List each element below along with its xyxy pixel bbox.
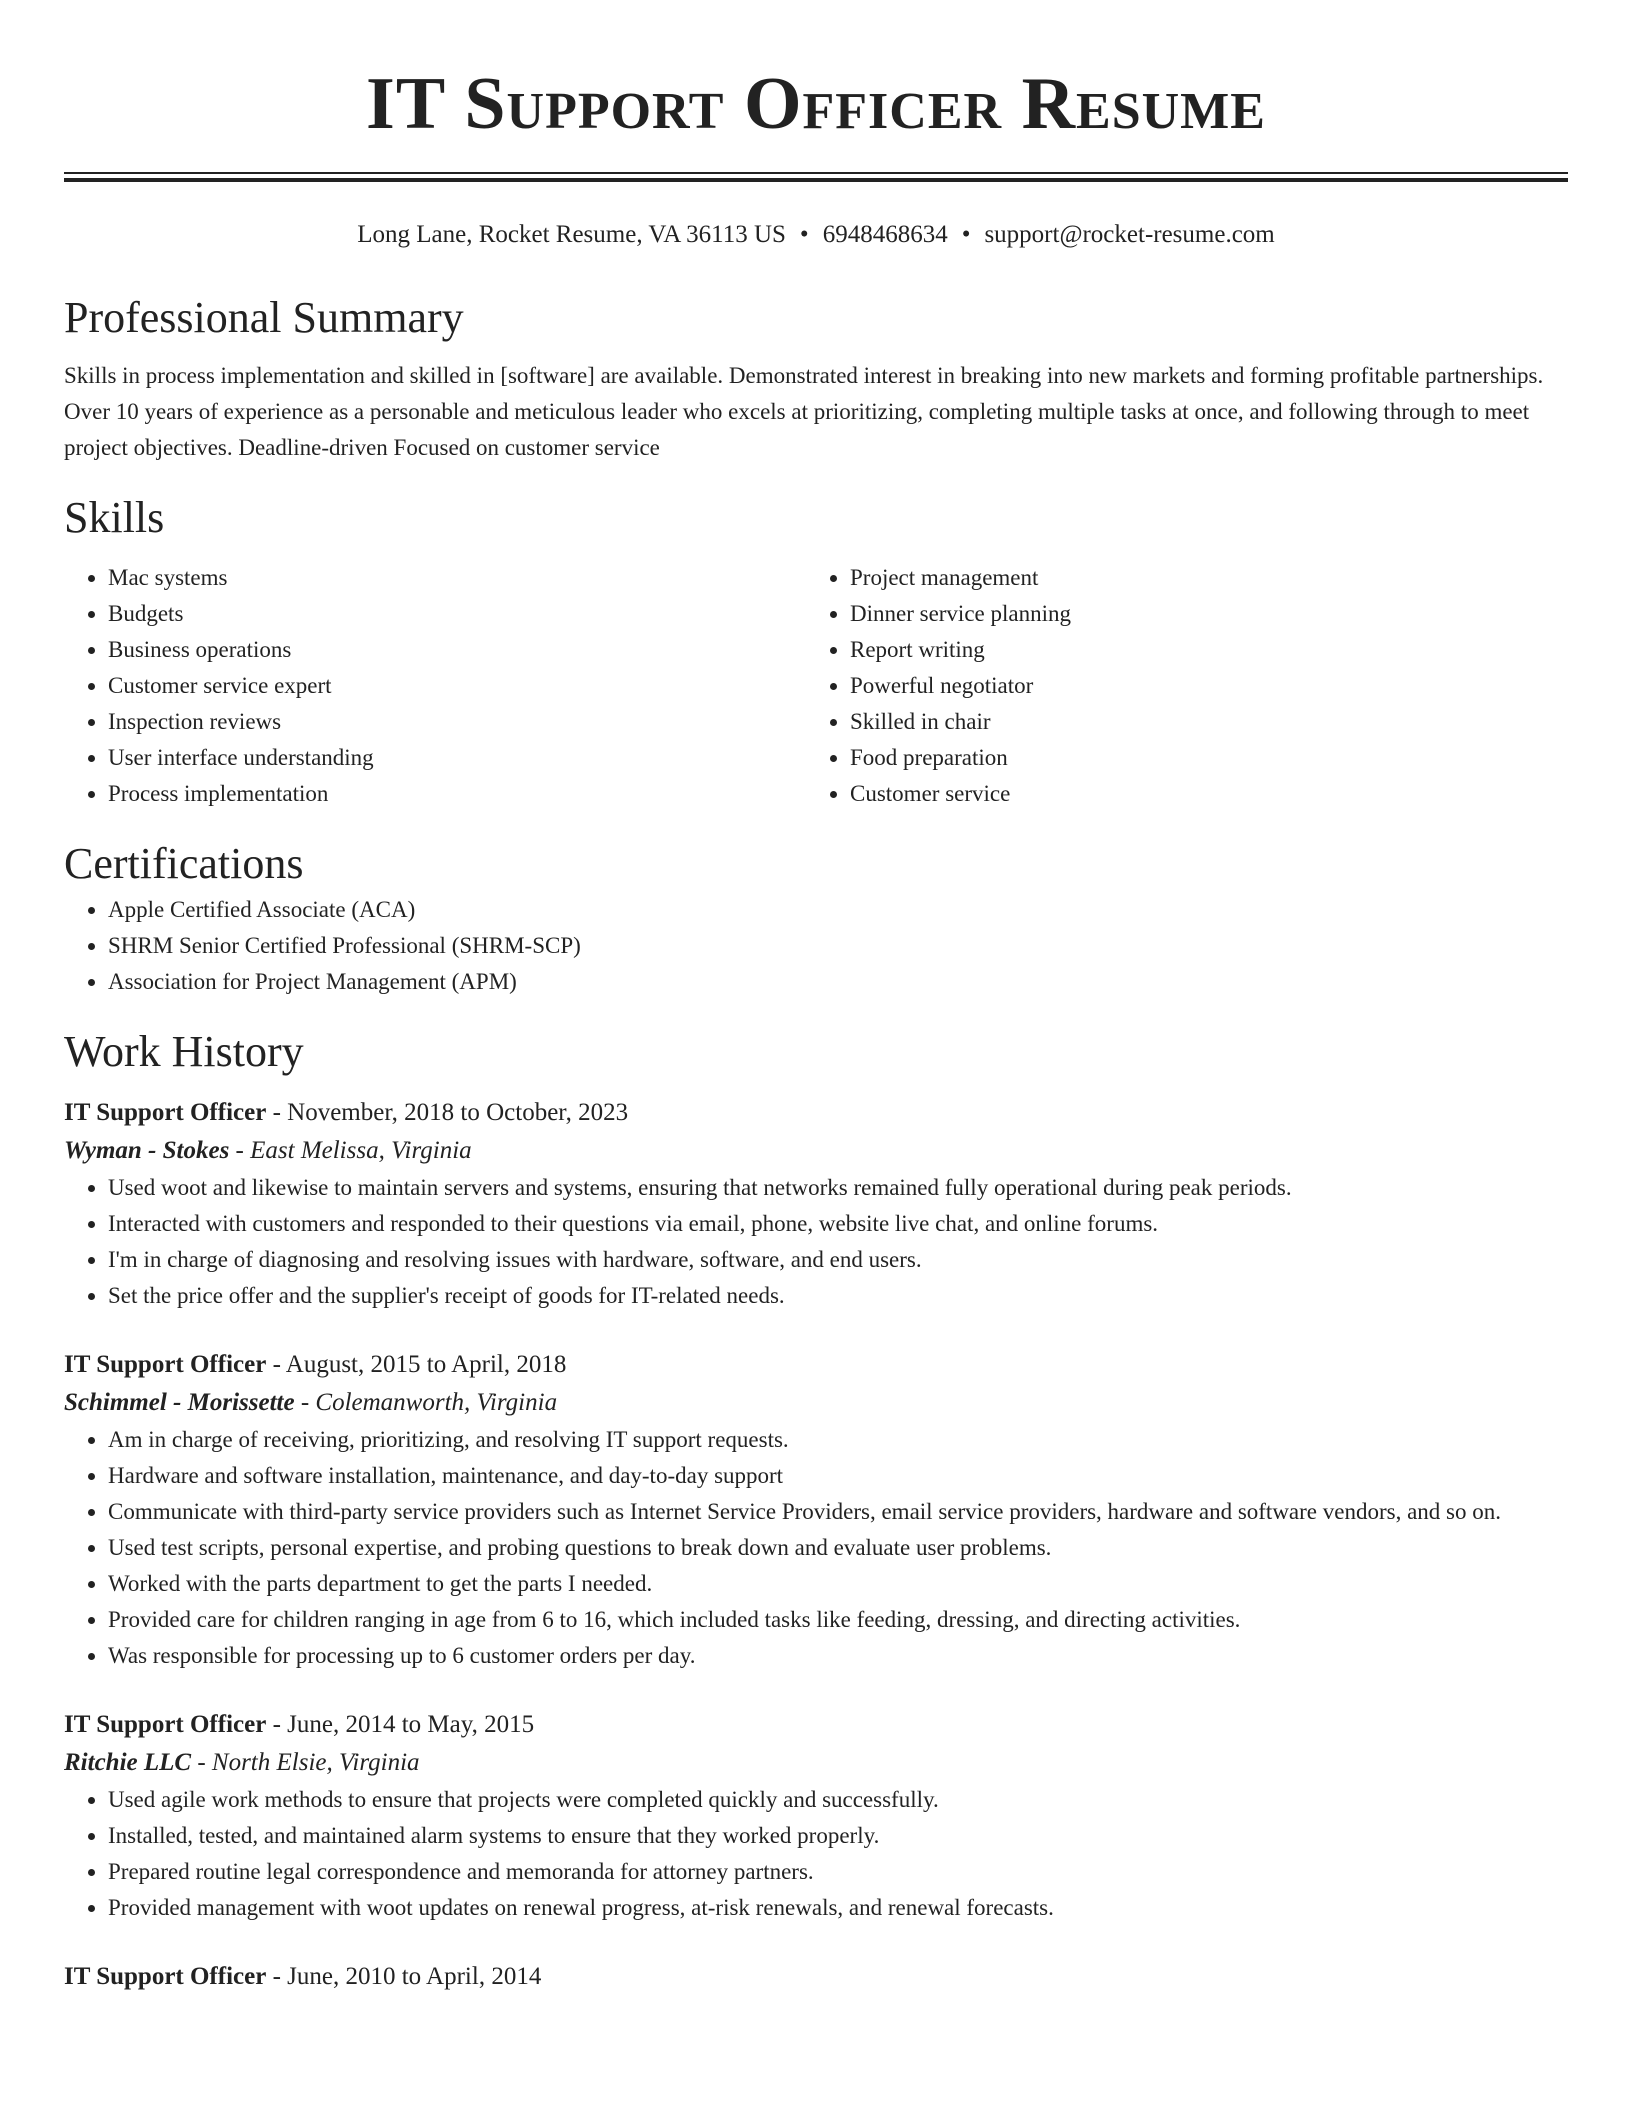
skills-grid bbox=[64, 560, 1568, 812]
job-bullet: • Provided care for children ranging in age from 6 to 16, which included tasks like feeding, dressing, and directing activities. bbox=[108, 1602, 1568, 1638]
job-bullet: • Installed, tested, and maintained alarm systems to ensure that they worked properly. bbox=[108, 1818, 1568, 1854]
job-entry bbox=[64, 1706, 1568, 1926]
job-company: Ritchie LLC bbox=[64, 1749, 192, 1776]
job-location: - North Elsie, Virginia bbox=[191, 1749, 420, 1776]
job-bullet: • Used woot and likewise to maintain servers and systems, ensuring that networks remained fully operational during peak periods. bbox=[108, 1170, 1568, 1206]
job-bullet: • Prepared routine legal correspondence and memoranda for attorney partners. bbox=[108, 1854, 1568, 1890]
job-entry bbox=[64, 1346, 1568, 1674]
skill-item: • Inspection reviews bbox=[108, 704, 806, 740]
job-bullet: • Am in charge of receiving, prioritizing, and resolving IT support requests. bbox=[108, 1422, 1568, 1458]
job-company-line bbox=[64, 1744, 1568, 1782]
job-title: IT Support Officer bbox=[64, 1711, 267, 1738]
job-bullet: • Hardware and software installation, maintenance, and day-to-day support bbox=[108, 1458, 1568, 1494]
certification-item: • Association for Project Management (APM) bbox=[108, 964, 1568, 1000]
job-entry bbox=[64, 1958, 1568, 1996]
job-bullet: • Was responsible for processing up to 6 customer orders per day. bbox=[108, 1638, 1568, 1674]
job-bullet: • Interacted with customers and responded to their questions via email, phone, website live chat, and online forums. bbox=[108, 1206, 1568, 1242]
job-dates: - June, 2010 to April, 2014 bbox=[266, 1963, 542, 1990]
skill-item: • Food preparation bbox=[850, 740, 1548, 776]
skill-item: • Project management bbox=[850, 560, 1548, 596]
certifications-list bbox=[64, 892, 1568, 1000]
job-title-line bbox=[64, 1958, 1568, 1996]
certification-item: • SHRM Senior Certified Professional (SHRM-SCP) bbox=[108, 928, 1568, 964]
job-location: - Colemanworth, Virginia bbox=[294, 1389, 558, 1416]
job-bullet: • I'm in charge of diagnosing and resolving issues with hardware, software, and end users. bbox=[108, 1242, 1568, 1278]
skills-list-left bbox=[64, 560, 806, 812]
job-title-line bbox=[64, 1094, 1568, 1132]
summary-text: Skills in process implementation and skilled in [software] are available. Demonstrated interest in breaking into new markets and forming profitable partnerships. Over 10 years of experience as a personable and meticulous leader who excels at prioritizing, completing multiple tasks at once, and following through to meet project objectives. Deadline-driven Focused on customer service bbox=[64, 363, 1544, 460]
skill-item: • Dinner service planning bbox=[850, 596, 1548, 632]
resume-title: IT Support Officer Resume bbox=[366, 63, 1266, 145]
skill-item: • Customer service bbox=[850, 776, 1548, 812]
skill-item: • Report writing bbox=[850, 632, 1548, 668]
job-title: IT Support Officer bbox=[64, 1963, 267, 1990]
contact-phone: 6948468634 bbox=[822, 221, 948, 248]
skill-item: • User interface understanding bbox=[108, 740, 806, 776]
job-company: Schimmel - Morissette bbox=[64, 1389, 295, 1416]
job-bullet-list bbox=[64, 1422, 1568, 1674]
job-bullet: • Worked with the parts department to get the parts I needed. bbox=[108, 1566, 1568, 1602]
skill-item: • Mac systems bbox=[108, 560, 806, 596]
job-title-line bbox=[64, 1706, 1568, 1744]
title-divider bbox=[64, 172, 1568, 182]
skill-item: • Skilled in chair bbox=[850, 704, 1548, 740]
job-title: IT Support Officer bbox=[64, 1099, 267, 1126]
job-bullet: • Used test scripts, personal expertise, and probing questions to break down and evaluate user problems. bbox=[108, 1530, 1568, 1566]
job-company-line bbox=[64, 1132, 1568, 1170]
skill-item: • Powerful negotiator bbox=[850, 668, 1548, 704]
job-location: - East Melissa, Virginia bbox=[229, 1137, 472, 1164]
skills-column-right bbox=[806, 560, 1548, 812]
job-bullet: • Used agile work methods to ensure that projects were completed quickly and successfully. bbox=[108, 1782, 1568, 1818]
job-dates: - November, 2018 to October, 2023 bbox=[266, 1099, 629, 1126]
contact-separator: • bbox=[961, 221, 971, 248]
job-bullet: • Set the price offer and the supplier's receipt of goods for IT-related needs. bbox=[108, 1278, 1568, 1314]
skill-item: • Budgets bbox=[108, 596, 806, 632]
job-dates: - June, 2014 to May, 2015 bbox=[266, 1711, 535, 1738]
skill-item: • Business operations bbox=[108, 632, 806, 668]
job-bullet: • Provided management with woot updates on renewal progress, at-risk renewals, and renewal forecasts. bbox=[108, 1890, 1568, 1926]
job-company-line bbox=[64, 1384, 1568, 1422]
certifications-heading: Certifications bbox=[64, 839, 304, 888]
job-bullet: • Communicate with third-party service providers such as Internet Service Providers, email service providers, hardware and software vendors, and so on. bbox=[108, 1494, 1568, 1530]
job-title-line bbox=[64, 1346, 1568, 1384]
job-entry bbox=[64, 1094, 1568, 1314]
certification-item: • Apple Certified Associate (ACA) bbox=[108, 892, 1568, 928]
work-history-heading: Work History bbox=[64, 1027, 304, 1076]
contact-line bbox=[64, 218, 1568, 252]
job-bullet-list bbox=[64, 1782, 1568, 1926]
job-dates: - August, 2015 to April, 2018 bbox=[266, 1351, 567, 1378]
skills-heading: Skills bbox=[64, 493, 165, 542]
contact-email: support@rocket-resume.com bbox=[984, 221, 1275, 248]
summary-heading: Professional Summary bbox=[64, 293, 464, 342]
skill-item: • Process implementation bbox=[108, 776, 806, 812]
contact-address: Long Lane, Rocket Resume, VA 36113 US bbox=[357, 221, 786, 248]
skills-list-right bbox=[806, 560, 1548, 812]
contact-separator: • bbox=[799, 221, 809, 248]
skill-item: • Customer service expert bbox=[108, 668, 806, 704]
job-bullet-list bbox=[64, 1170, 1568, 1314]
job-title: IT Support Officer bbox=[64, 1351, 267, 1378]
job-company: Wyman - Stokes bbox=[64, 1137, 230, 1164]
skills-column-left bbox=[64, 560, 806, 812]
